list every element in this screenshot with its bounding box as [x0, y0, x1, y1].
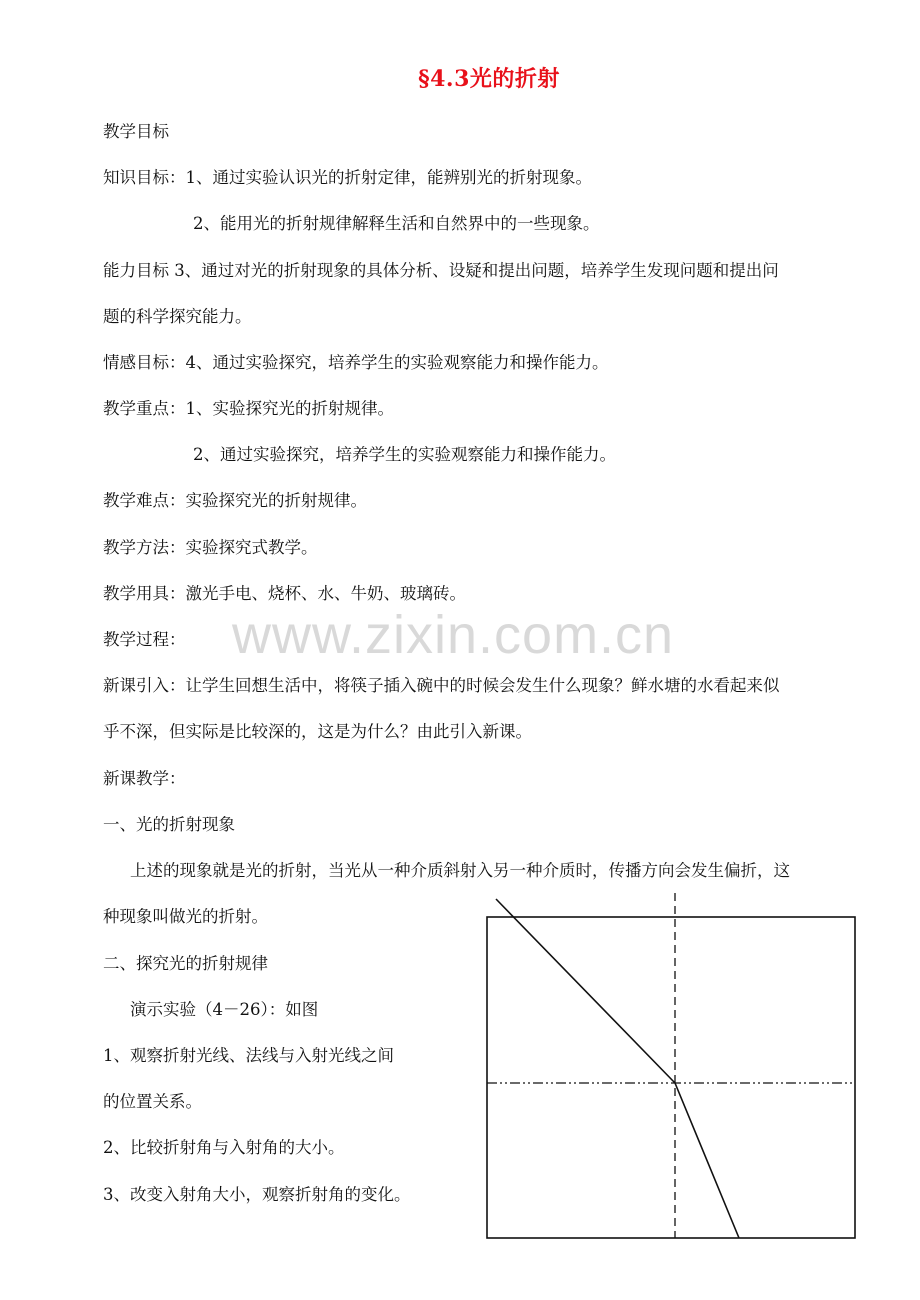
section-heading-goals: 教学目标 — [103, 122, 169, 141]
incident-ray — [496, 899, 675, 1083]
teaching-method: 教学方法：实验探究式教学。 — [103, 538, 318, 557]
ability-goal-line-1: 能力目标 3、通过对光的折射现象的具体分析、设疑和提出问题，培养学生发现问题和提出问 — [103, 261, 779, 280]
emotion-goal: 情感目标：4、通过实验探究，培养学生的实验观察能力和操作能力。 — [103, 353, 609, 372]
refraction-definition-line-2: 种现象叫做光的折射。 — [103, 907, 268, 926]
step-1-line-2: 的位置关系。 — [103, 1092, 202, 1111]
refraction-definition-line-1: 上述的现象就是光的折射，当光从一种介质斜射入另一种介质时，传播方向会发生偏折，这 — [130, 861, 790, 880]
key-point-1: 教学重点：1、实验探究光的折射规律。 — [103, 399, 394, 418]
knowledge-goal-1: 知识目标：1、通过实验认识光的折射定律，能辨别光的折射现象。 — [103, 168, 592, 187]
difficult-point: 教学难点：实验探究光的折射规律。 — [103, 491, 367, 510]
step-3: 3、改变入射角大小，观察折射角的变化。 — [103, 1185, 411, 1204]
step-1-line-1: 1、观察折射光线、法线与入射光线之间 — [103, 1046, 394, 1065]
demo-experiment: 演示实验（4－26）：如图 — [130, 1000, 319, 1019]
ability-goal-line-2: 题的科学探究能力。 — [103, 307, 252, 326]
section-one-heading: 一、光的折射现象 — [103, 815, 235, 834]
medium-boundary-box — [487, 917, 855, 1238]
refraction-diagram — [480, 893, 860, 1243]
intro-line-1: 新课引入：让学生回想生活中，将筷子插入碗中的时候会发生什么现象？鲜水塘的水看起来似 — [103, 676, 780, 695]
key-point-2: 2、通过实验探究，培养学生的实验观察能力和操作能力。 — [193, 445, 616, 464]
page-title: §4.3光的折射 — [418, 66, 560, 92]
teaching-process-heading: 教学过程： — [103, 630, 186, 649]
step-2: 2、比较折射角与入射角的大小。 — [103, 1138, 345, 1157]
knowledge-goal-2: 2、能用光的折射规律解释生活和自然界中的一些现象。 — [193, 214, 600, 233]
new-lesson-heading: 新课教学： — [103, 769, 186, 788]
section-two-heading: 二、探究光的折射规律 — [103, 954, 268, 973]
intro-line-2: 乎不深，但实际是比较深的，这是为什么？由此引入新课。 — [103, 722, 532, 741]
refracted-ray — [675, 1083, 739, 1238]
teaching-tools: 教学用具：激光手电、烧杯、水、牛奶、玻璃砖。 — [103, 584, 466, 603]
watermark: www.zixin.com.cn — [232, 605, 675, 665]
